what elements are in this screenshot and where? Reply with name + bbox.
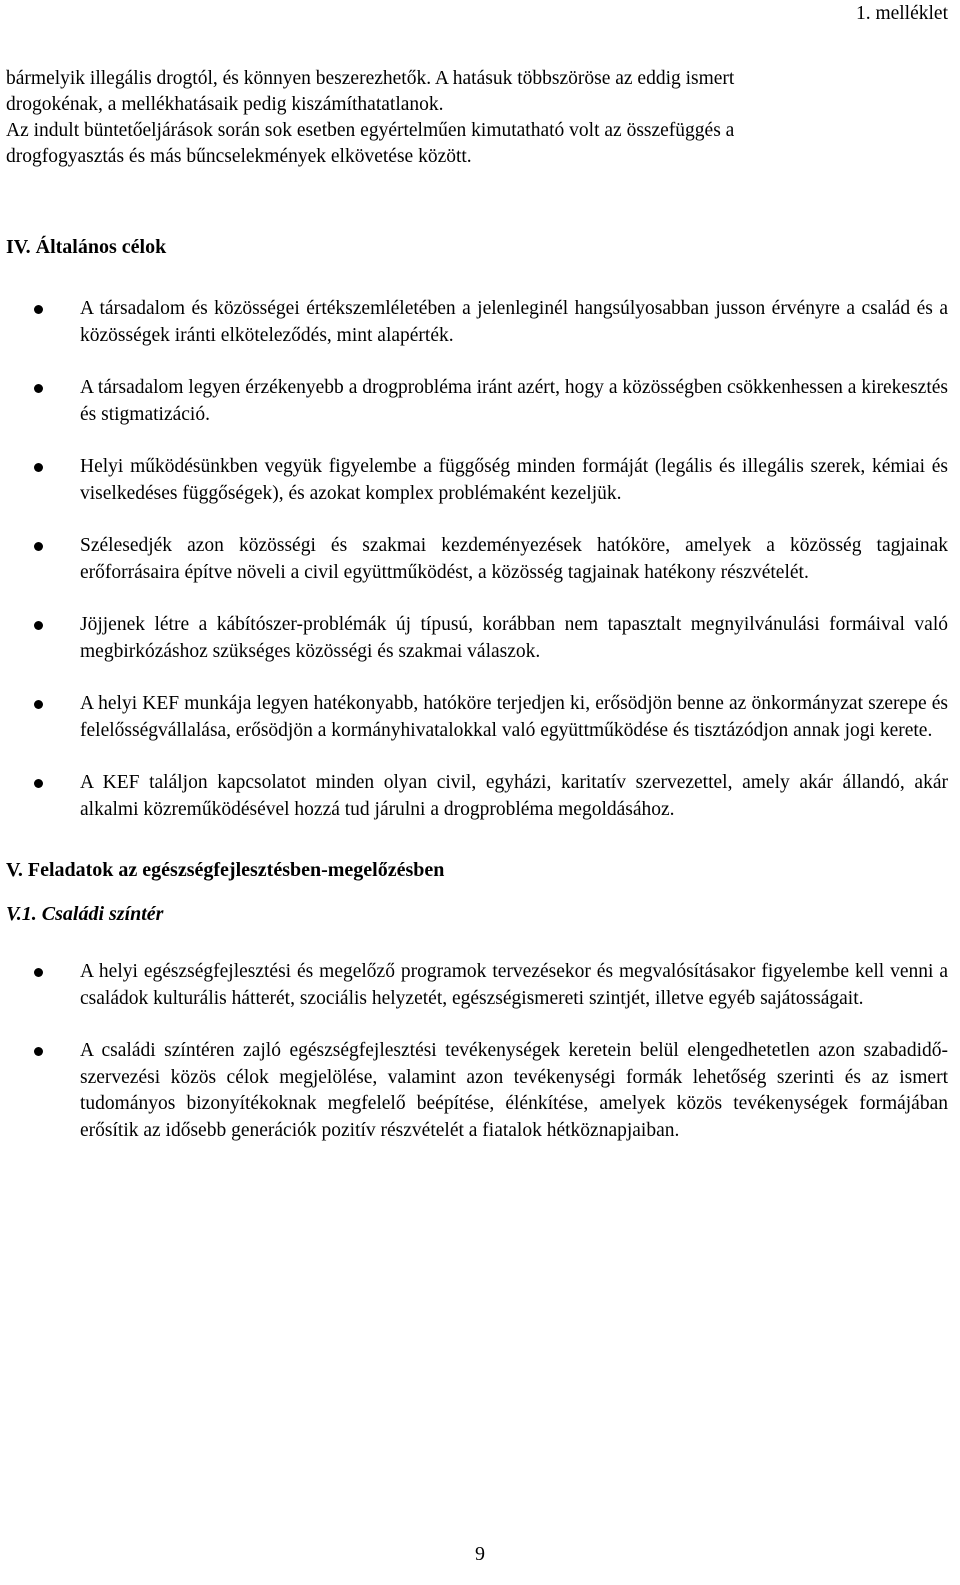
bullet-icon [34,700,43,709]
intro-line: drogfogyasztás és más bűncselekmények elkövetése között. [6,146,472,167]
intro-text [6,66,948,170]
bullet-icon [34,968,43,977]
list-item-text: Szélesedjék azon közösségi és szakmai kezdeményezések hatóköre, amelyek a közösség tagjainak erőforrásaira építve növeli a civil együttműködést, a közösség tagjainak hatékony részvételét. [80,535,948,583]
list-item-text: A helyi egészségfejlesztési és megelőző programok tervezésekor és megvalósításakor figyelembe kell venni a családok kulturális hátterét, szociális helyzetét, egészségismereti szintjét, illetve egyéb sajátosságait. [80,961,948,1009]
section-v1-tasks-list [6,959,948,1144]
list-item-text: A társadalom legyen érzékenyebb a drogprobléma iránt azért, hogy a közösségben csökkenhessen a kirekesztés és stigmatizáció. [80,377,948,425]
intro-line: drogokénak, a mellékhatásaik pedig kiszámíthatatlanok. [6,94,444,115]
list-item [6,533,948,586]
bullet-icon [34,1047,43,1056]
document-body [6,66,948,1170]
annex-label: 1. melléklet [855,3,948,24]
list-item [6,1038,948,1144]
list-item-text: A társadalom és közösségei értékszemléletében a jelenleginél hangsúlyosabban jusson érvényre a család és a közösségek iránti elköteleződés, mint alapérték. [80,298,948,346]
section-v-title: V. Feladatok az egészségfejlesztésben-megelőzésben [6,859,445,881]
bullet-icon [34,463,43,472]
list-item [6,296,948,349]
bullet-icon [34,621,43,630]
intro-line: Az indult büntetőeljárások során sok esetben egyértelműen kimutatható volt az összefüggés a [6,120,735,141]
list-item [6,375,948,428]
list-item-text: Jöjjenek létre a kábítószer-problémák új típusú, korábban nem tapasztalt megnyilvánulási formáival való megbirkózáshoz szükséges közösségi és szakmai válaszok. [80,614,948,662]
list-item [6,454,948,507]
list-item [6,691,948,744]
bullet-icon [34,384,43,393]
list-item-text: A KEF találjon kapcsolatot minden olyan civil, egyházi, karitatív szervezettel, amely akár állandó, akár alkalmi közreműködésével hozzá tud járulni a drogprobléma megoldásához. [80,772,948,820]
list-item-text: Helyi működésünkben vegyük figyelembe a függőség minden formáját (legális és illegális szerek, kémiai és viselkedéses függőségek), és azokat komplex problémaként kezeljük. [80,456,948,504]
list-item-text: A helyi KEF munkája legyen hatékonyabb, hatóköre terjedjen ki, erősödjön benne az önkormányzat szerepe és felelősségvállalása, erősödjön a kormányhivatalokkal való együttműködése és tisztázódjon annak jogi kerete. [80,693,948,741]
bullet-icon [34,542,43,551]
intro-line: bármelyik illegális drogtól, és könnyen beszerezhetők. A hatásuk többszöröse az eddig ismert [6,68,735,89]
list-item-text: A családi színtéren zajló egészségfejlesztési tevékenységek keretein belül elengedhetetlen azon szabadidő-szervezési közös célok megjelölése, valamint azon tevékenységi formák lehetőség szerinti és az ismert tudományos bizonyítékoknak megfelelő beépítése, élénkítése, amelyek közös tevékenységek formájában erősítik az idősebb generációk pozitív részvételét a fiatalok hétköznapjaiban. [80,1040,948,1141]
list-item [6,959,948,1012]
section-iv-title: IV. Általános célok [6,236,167,258]
page-number: 9 [475,1543,485,1565]
subsection-v1-title: V.1. Családi színtér [6,903,164,925]
bullet-icon [34,305,43,314]
list-item [6,612,948,665]
bullet-icon [34,779,43,788]
section-iv-goals-list [6,296,948,823]
list-item [6,770,948,823]
